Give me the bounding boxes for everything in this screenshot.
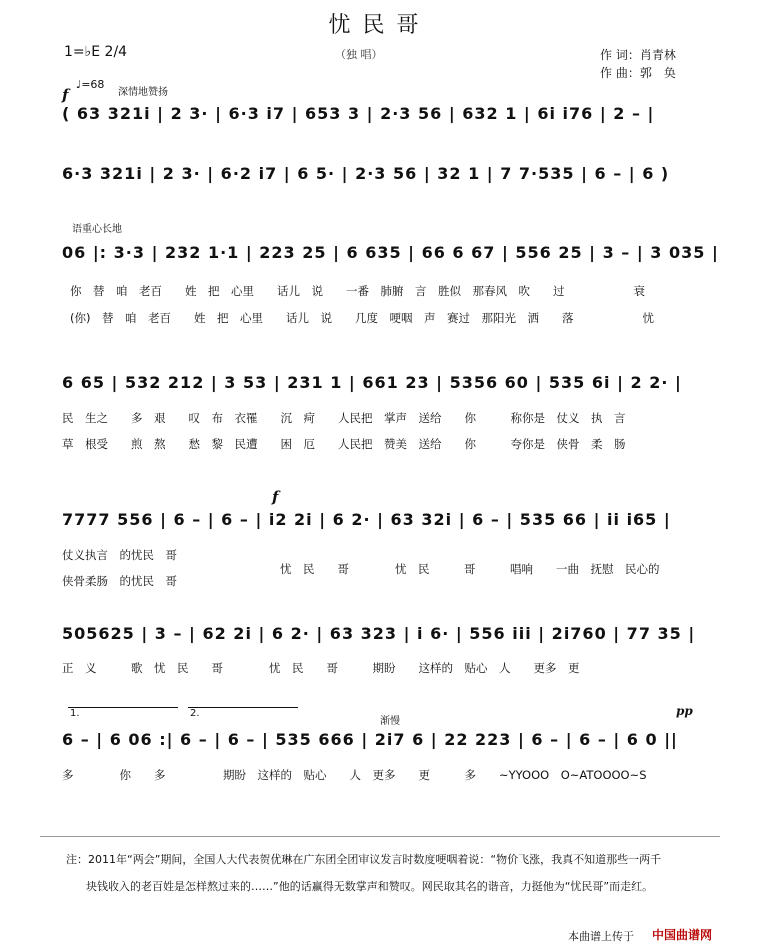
- footnote-divider: [40, 836, 720, 837]
- key-signature: 1=♭E 2/4: [64, 44, 128, 60]
- staff-row-3: 06 |: 3·3 | 232 1·1 | 223 25 | 6 635 | 66 6 67 | 556 25 | 3 – | 3 035 |: [62, 243, 719, 262]
- staff-row-4: 6 65 | 532 212 | 3 53 | 231 1 | 661 23 | 5356 60 | 535 6i | 2 2· |: [62, 373, 682, 392]
- staff-row-6: 505625 | 3 – | 62 2i | 6 2· | 63 323 | i 6· | 556 iii | 2i760 | 77 35 |: [62, 624, 696, 643]
- page-title: 忧民哥: [328, 13, 431, 38]
- footnote-line-2: 块钱收入的老百姓是怎样熬过来的……”他的话赢得无数掌声和赞叹。网民取其名的谐音，力挺他为“忧民哥”而走红。: [86, 880, 654, 893]
- tempo-mark: ♩=68: [76, 78, 105, 91]
- dynamic-forte-intro: f: [62, 86, 69, 104]
- volta-second: 2.: [190, 708, 200, 719]
- subtitle: （独 唱）: [335, 48, 383, 61]
- volta-first: 1.: [70, 708, 80, 719]
- lyric-row-4-verse-1: 民 生之 多 艰 叹 布 衣罹 沉 疴 人民把 掌声 送给 你 称你是 仗义 执 言: [62, 411, 626, 425]
- lyric-row-6: 正 义 歌 忧 民 哥 忧 民 哥 期盼 这样的 贴心 人 更多 更: [62, 661, 580, 675]
- lyric-row-5-verse-1: 仗义执言 的忧民 哥: [62, 548, 177, 562]
- composer-credit: 作 曲：郭 奂: [600, 66, 676, 80]
- lyric-row-3-verse-1: 你 替 咱 老百 姓 把 心里 话儿 说 一番 肺腑 言 胜似 那春风 吹 过 衰: [70, 284, 645, 298]
- lyric-row-3-verse-2: (你) 替 咱 老百 姓 把 心里 话儿 说 几度 哽咽 声 赛过 那阳光 洒 落 忧: [70, 311, 654, 325]
- lyric-row-4-verse-2: 草 根受 煎 熬 愁 黎 民遭 困 厄 人民把 赞美 送给 你 夸你是 侠骨 柔 肠: [62, 437, 626, 451]
- lyricist-credit: 作 词：肖青林: [600, 48, 676, 62]
- volta-bracket-first: [68, 707, 178, 708]
- staff-row-2: 6·3 321i | 2 3· | 6·2 i7 | 6 5· | 2·3 56 | 32 1 | 7 7·535 | 6 – | 6 ): [62, 164, 670, 183]
- expression-intro: 深情地赞扬: [118, 87, 168, 98]
- lyric-row-7: 多 你 多 期盼 这样的 贴心 人 更多 更 多 ~YYOOO O~ATOOOO~S: [62, 768, 647, 782]
- volta-bracket-second: [188, 707, 298, 708]
- dynamic-forte-chorus: f: [272, 488, 279, 506]
- expression-verse: 语重心长地: [72, 224, 122, 235]
- ritardando-mark: 渐慢: [380, 716, 400, 727]
- lyric-row-5-verse-2: 侠骨柔肠 的忧民 哥: [62, 574, 177, 588]
- footnote-line-1: 注：2011年“两会”期间，全国人大代表贺优琳在广东团全团审议发言时数度哽咽着说：“物价飞涨，我真不知道那些一两千: [66, 853, 662, 866]
- staff-row-5: 7777 556 | 6 – | 6 – | i2 2i | 6 2· | 63 32i | 6 – | 535 66 | ii i65 |: [62, 510, 671, 529]
- lyric-row-5-chorus: 忧 民 哥 忧 民 哥 唱响 一曲 抚慰 民心的: [280, 562, 660, 576]
- site-logo[interactable]: 中国曲谱网: [652, 928, 713, 942]
- staff-row-1: ( 63 321i | 2 3· | 6·3 i7 | 653 3 | 2·3 56 | 632 1 | 6i i76 | 2 – |: [62, 104, 655, 123]
- staff-row-7: 6 – | 6 06 :| 6 – | 6 – | 535 666 | 2i7 6 | 22 223 | 6 – | 6 – | 6 0 ||: [62, 730, 678, 749]
- upload-label: 本曲谱上传于: [568, 930, 634, 943]
- dynamic-pianissimo: pp: [676, 704, 693, 718]
